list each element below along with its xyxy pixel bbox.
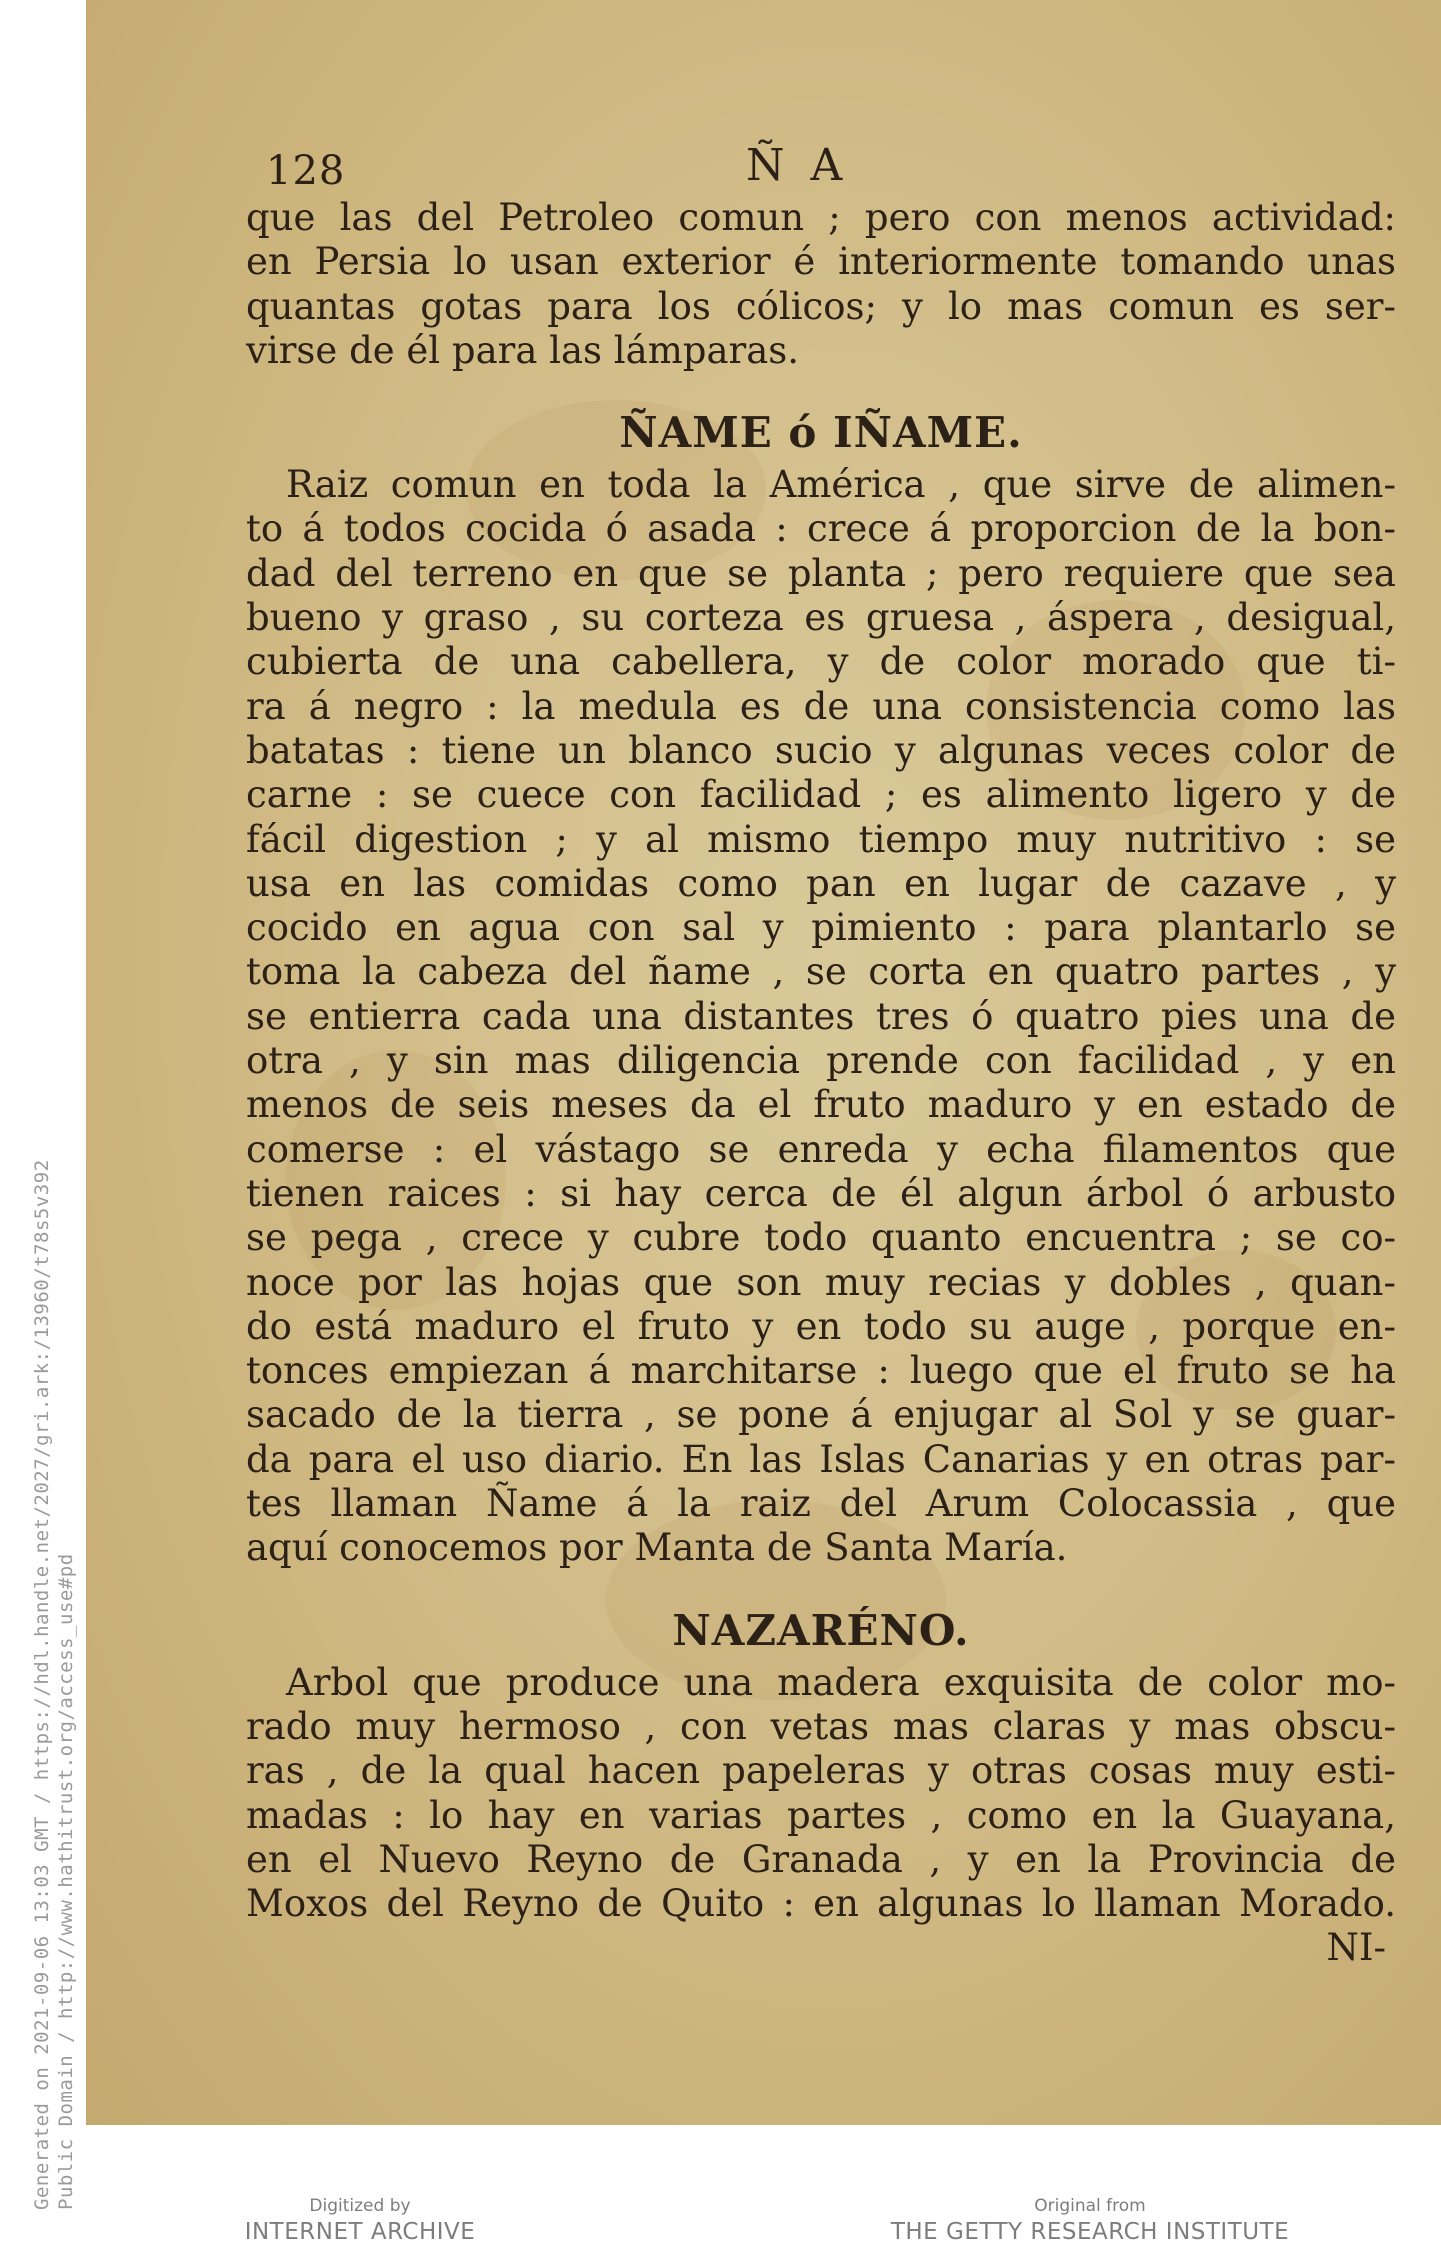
text-line: comerse : el vástago se enreda y echa filamentos que bbox=[246, 1127, 1396, 1171]
text-line: noce por las hojas que son muy recias y dobles , quan- bbox=[246, 1260, 1396, 1304]
entry-title-name: ÑAME ó IÑAME. bbox=[619, 408, 1023, 458]
text-line: tes llaman Ñame á la raiz del Arum Colocassia , que bbox=[246, 1482, 1396, 1526]
text-line: fácil digestion ; y al mismo tiempo muy nutritivo : se bbox=[246, 817, 1396, 861]
text-line: que las del Petroleo comun ; pero con menos actividad: bbox=[246, 196, 1396, 239]
text-line: cubierta de una cabellera, y de color morado que ti- bbox=[246, 640, 1396, 684]
text-line: Arbol que produce una madera exquisita de color mo- bbox=[286, 1660, 1396, 1704]
footer-digitizer-name: INTERNET ARCHIVE bbox=[244, 2219, 476, 2245]
page-text bbox=[246, 140, 1396, 1970]
entry-body-name bbox=[246, 463, 1396, 1570]
text-line: ra á negro : la medula es de una consistencia como las bbox=[246, 684, 1396, 728]
entry-title-nazareno: NAZARÉNO. bbox=[672, 1605, 970, 1655]
text-line: otra , y sin mas diligencia prende con facilidad , y en bbox=[246, 1039, 1396, 1083]
text-line: en Persia lo usan exterior é interiormente tomando unas bbox=[246, 240, 1396, 284]
intro-paragraph bbox=[246, 196, 1396, 373]
text-line: carne : se cuece con facilidad ; es alimento ligero y de bbox=[246, 773, 1396, 817]
text-line: batatas : tiene un blanco sucio y algunas veces color de bbox=[246, 728, 1396, 772]
hathitrust-watermark bbox=[0, 0, 77, 2255]
text-line: do está maduro el fruto y en todo su auge , porque en- bbox=[246, 1304, 1396, 1348]
text-line: tonces empiezan á marchitarse : luego que el fruto se ha bbox=[246, 1349, 1396, 1393]
text-line: se entierra cada una distantes tres ó quatro pies una de bbox=[246, 994, 1396, 1038]
footer-digitized-by bbox=[170, 2195, 550, 2247]
text-line: tienen raices : si hay cerca de él algun árbol ó arbusto bbox=[246, 1171, 1396, 1215]
text-line: rado muy hermoso , con vetas mas claras y mas obscu- bbox=[246, 1704, 1396, 1748]
text-line: aquí conocemos por Manta de Santa María. bbox=[246, 1526, 1068, 1570]
text-line: en el Nuevo Reyno de Granada , y en la Provincia de bbox=[246, 1837, 1396, 1881]
text-line: virse de él para las lámparas. bbox=[246, 328, 800, 372]
scanned-page bbox=[86, 0, 1441, 2125]
text-line: to á todos cocida ó asada : crece á proporcion de la bon- bbox=[246, 507, 1396, 551]
footer-original-institution: THE GETTY RESEARCH INSTITUTE bbox=[890, 2219, 1290, 2245]
entry-body-nazareno bbox=[246, 1661, 1396, 1927]
text-line: Raiz comun en toda la América , que sirve de alimen- bbox=[286, 463, 1396, 507]
page-number: 128 bbox=[266, 148, 346, 194]
text-line: da para el uso diario. En las Islas Canarias y en otras par- bbox=[246, 1437, 1396, 1481]
catchword: NI- bbox=[1326, 1926, 1386, 1970]
text-line: cocido en agua con sal y pimiento : para plantarlo se bbox=[246, 906, 1396, 950]
text-line: sacado de la tierra , se pone á enjugar al Sol y se guar- bbox=[246, 1393, 1396, 1437]
running-head-letters: Ñ A bbox=[746, 140, 849, 191]
running-head bbox=[246, 140, 1396, 196]
text-line: madas : lo hay en varias partes , como en la Guayana, bbox=[246, 1793, 1396, 1837]
text-line: bueno y graso , su corteza es gruesa , áspera , desigual, bbox=[246, 596, 1396, 640]
text-line: dad del terreno en que se planta ; pero requiere que sea bbox=[246, 551, 1396, 595]
text-line: quantas gotas para los cólicos; y lo mas comun es ser- bbox=[246, 284, 1396, 328]
footer-original-label: Original from bbox=[1034, 2196, 1146, 2216]
watermark-line-1: Generated on 2021-09-06 13:03 GMT / https://hdl.handle.net/2027/gri.ark:/13960/t78s5v392 bbox=[31, 1159, 53, 2210]
text-line: usa en las comidas como pan en lugar de cazave , y bbox=[246, 861, 1396, 905]
footer-digitized-label: Digitized by bbox=[309, 2196, 411, 2216]
text-line: ras , de la qual hacen papeleras y otras cosas muy esti- bbox=[246, 1749, 1396, 1793]
footer-original-from bbox=[860, 2195, 1320, 2247]
text-line: se pega , crece y cubre todo quanto encuentra ; se co- bbox=[246, 1216, 1396, 1260]
text-line: menos de seis meses da el fruto maduro y en estado de bbox=[246, 1083, 1396, 1127]
text-line: toma la cabeza del ñame , se corta en quatro partes , y bbox=[246, 950, 1396, 994]
watermark-line-2: Public Domain / http://www.hathitrust.org/access_use#pd bbox=[55, 1553, 77, 2210]
text-line: Moxos del Reyno de Quito : en algunas lo llaman Morado. bbox=[246, 1882, 1396, 1926]
